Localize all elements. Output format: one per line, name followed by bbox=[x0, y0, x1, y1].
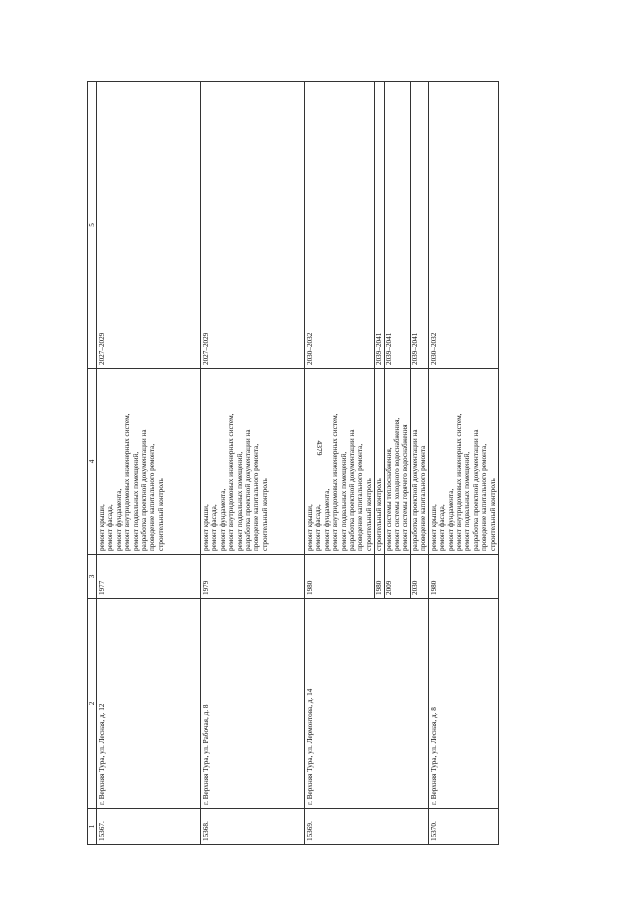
works-cell bbox=[384, 369, 410, 555]
year-cell: 1980 bbox=[375, 555, 384, 599]
row-number-cell: 15367. bbox=[97, 809, 201, 845]
work-item: ремонт внутридомовых инженерных систем, bbox=[227, 413, 236, 551]
work-item: ремонт крыши, bbox=[429, 504, 438, 551]
work-item: разработка проектной документации на bbox=[244, 429, 253, 551]
works-cell bbox=[201, 369, 305, 555]
works-cell bbox=[428, 369, 498, 555]
work-item: строительный контроль bbox=[488, 478, 497, 551]
work-item: ремонт фасада, bbox=[314, 504, 323, 551]
address-cell: г. Верхняя Тура, ул. Лермонтова, д. 14 bbox=[305, 599, 429, 809]
rotated-table-container bbox=[87, 82, 577, 845]
work-item: проведение капитального ремонта, bbox=[148, 443, 157, 551]
address-cell: г. Верхняя Тура, ул. Рабочая, д. 8 bbox=[201, 599, 305, 809]
work-item: ремонт внутридомовых инженерных систем, bbox=[123, 413, 132, 551]
work-item: строительный контроль bbox=[375, 478, 384, 551]
works-cell bbox=[410, 369, 428, 555]
work-item: разработка проектной документации на bbox=[471, 429, 480, 551]
column-header: 2 bbox=[88, 599, 97, 809]
work-item: разработка проектной документации на bbox=[348, 429, 357, 551]
repair-schedule-table bbox=[87, 81, 499, 845]
works-cell bbox=[305, 369, 375, 555]
work-item: ремонт фасада, bbox=[210, 504, 219, 551]
work-item: ремонт системы теплоснабжения, bbox=[384, 447, 393, 551]
work-item: ремонт подвальных помещений, bbox=[235, 451, 244, 551]
work-item: ремонт фундамента, bbox=[114, 488, 123, 551]
work-item: разработка проектной документации на bbox=[410, 429, 419, 551]
year-cell: 1980 bbox=[305, 555, 375, 599]
address-cell: г. Верхняя Тура, ул. Лесная, д. 12 bbox=[97, 599, 201, 809]
year-cell: 1979 bbox=[201, 555, 305, 599]
work-item: проведение капитального ремонта, bbox=[252, 443, 261, 551]
period-cell: 2039–2041 bbox=[410, 82, 428, 369]
work-item: ремонт внутридомовых инженерных систем, bbox=[454, 413, 463, 551]
work-item: строительный контроль bbox=[260, 478, 269, 551]
table-row bbox=[97, 82, 201, 845]
work-item: ремонт подвальных помещений, bbox=[339, 451, 348, 551]
work-item: ремонт подвальных помещений, bbox=[131, 451, 140, 551]
work-item: ремонт фундамента, bbox=[446, 488, 455, 551]
year-cell: 2030 bbox=[410, 555, 428, 599]
year-cell: 2009 bbox=[384, 555, 410, 599]
period-cell: 2030–2032 bbox=[428, 82, 498, 369]
row-number-cell: 15369. bbox=[305, 809, 429, 845]
row-number-cell: 15370. bbox=[428, 809, 498, 845]
address-cell: г. Верхняя Тура, ул. Лесная, д. 8 bbox=[428, 599, 498, 809]
work-item: ремонт фасада, bbox=[438, 504, 447, 551]
work-item: ремонт крыши, bbox=[98, 504, 106, 551]
table-row bbox=[201, 82, 305, 845]
work-item: строительный контроль bbox=[364, 478, 373, 551]
period-cell: 2027–2029 bbox=[201, 82, 305, 369]
work-item: ремонт крыши, bbox=[202, 504, 210, 551]
work-item: ремонт крыши, bbox=[306, 504, 314, 551]
page-number: 4379 bbox=[315, 440, 324, 456]
header-row bbox=[88, 82, 97, 845]
work-item: ремонт подвальных помещений, bbox=[463, 451, 472, 551]
row-number-cell: 15368. bbox=[201, 809, 305, 845]
work-item: проведение капитального ремонта, bbox=[480, 443, 489, 551]
work-item: разработка проектной документации на bbox=[140, 429, 149, 551]
period-cell: 2027–2029 bbox=[97, 82, 201, 369]
period-cell: 2039–2041 bbox=[375, 82, 384, 369]
works-cell bbox=[97, 369, 201, 555]
work-item: проведение капитального ремонта, bbox=[356, 443, 365, 551]
work-item: ремонт системы горячего водоснабжения bbox=[401, 424, 410, 551]
period-cell: 2039–2041 bbox=[384, 82, 410, 369]
work-item: проведение капитального ремонта bbox=[419, 445, 428, 551]
work-item: ремонт внутридомовых инженерных систем, bbox=[331, 413, 340, 551]
work-item: ремонт фасада, bbox=[106, 504, 115, 551]
works-cell bbox=[375, 369, 384, 555]
work-item: ремонт фундамента, bbox=[322, 488, 331, 551]
work-item: ремонт системы холодного водоснабжения, bbox=[393, 417, 402, 551]
table-row bbox=[305, 82, 375, 845]
period-cell: 2030–2032 bbox=[305, 82, 375, 369]
column-header: 5 bbox=[88, 82, 97, 369]
table-row bbox=[428, 82, 498, 845]
year-cell: 1980 bbox=[428, 555, 498, 599]
work-item: ремонт фундамента, bbox=[218, 488, 227, 551]
column-header: 1 bbox=[88, 809, 97, 845]
year-cell: 1977 bbox=[97, 555, 201, 599]
work-item: строительный контроль bbox=[156, 478, 165, 551]
column-header: 3 bbox=[88, 555, 97, 599]
column-header: 4 bbox=[88, 369, 97, 555]
